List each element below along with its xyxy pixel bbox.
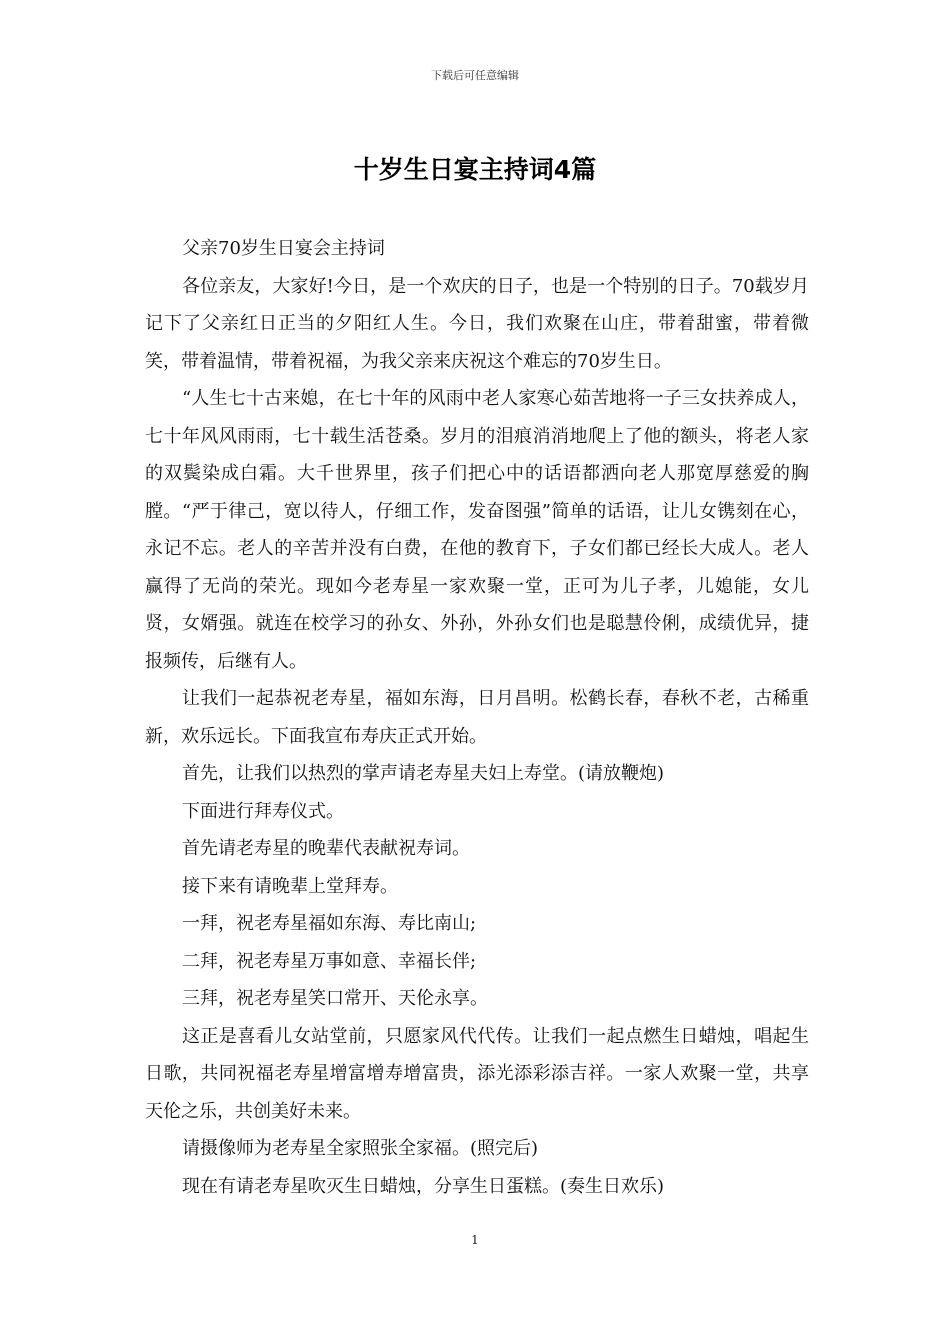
paragraph-bow-2: 二拜，祝老寿星万事如意、幸福长伴; xyxy=(182,950,477,972)
paragraph-step-3: 首先请老寿星的晚辈代表献祝寿词。 xyxy=(182,838,470,859)
paragraph-tribute: “人生七十古来媳，在七十年的风雨中老人家寒心茹苦地将一子三女扶养成人，七十年风风雨雨，七十载生活苍桑。岁月的泪痕消消地爬上了他的额头，将老人家的双鬓染成白霜。大千世界里，孩子们把心中的话语都洒向老人那宽厚慈爱的胸膛。“严于律己，宽以待人，仔细工作，发奋图强”简单的话语，让儿女镌刻在心，永记不忘。老人的辛苦并没有白费，在他的教育下，子女们都已经长大成人。老人赢得了无尚的荣光。现如今老寿星一家欢聚一堂，正可为儿子孝，儿媳能，女儿贤，女婿强。就连在校学习的孙女、外孙，外孙女们也是聪慧伶俐，成绩优异，捷报频传，后继有人。 xyxy=(145,388,809,672)
document-body xyxy=(145,230,809,1205)
paragraph-opening: 各位亲友，大家好!今日，是一个欢庆的日子，也是一个特别的日子。70载岁月记下了父亲红日正当的夕阳红人生。今日，我们欢聚在山庄，带着甜蜜，带着微笑，带着温情，带着祝福，为我父亲来庆祝这个难忘的70岁生日。 xyxy=(145,275,809,372)
paragraph-blessing: 让我们一起恭祝老寿星，福如东海，日月昌明。松鹤长春，春秋不老，古稀重新，欢乐远长。下面我宣布寿庆正式开始。 xyxy=(145,688,809,747)
header-note: 下载后可任意编辑 xyxy=(431,69,519,82)
page-number: 1 xyxy=(471,1233,479,1247)
paragraph-step-4: 接下来有请晚辈上堂拜寿。 xyxy=(182,875,398,897)
paragraph-step-2: 下面进行拜寿仪式。 xyxy=(182,800,344,822)
paragraph-photo: 请摄像师为老寿星全家照张全家福。(照完后) xyxy=(182,1138,539,1159)
paragraph-bow-3: 三拜，祝老寿星笑口常开、天伦永享。 xyxy=(182,988,488,1009)
paragraph-cake: 现在有请老寿星吹灭生日蜡烛，分享生日蛋糕。(奏生日欢乐) xyxy=(182,1175,665,1197)
paragraph-bow-1: 一拜，祝老寿星福如东海、寿比南山; xyxy=(182,913,477,934)
document-title: 十岁生日宴主持词4篇 xyxy=(353,155,597,184)
section-heading: 父亲70岁生日宴会主持词 xyxy=(182,238,385,259)
paragraph-candles: 这正是喜看儿女站堂前，只愿家风代代传。让我们一起点燃生日蜡烛，唱起生日歌，共同祝福老寿星增富增寿增富贵，添光添彩添吉祥。一家人欢聚一堂，共享天伦之乐，共创美好未来。 xyxy=(145,1025,809,1122)
paragraph-step-1: 首先，让我们以热烈的掌声请老寿星夫妇上寿堂。(请放鞭炮) xyxy=(182,763,665,784)
